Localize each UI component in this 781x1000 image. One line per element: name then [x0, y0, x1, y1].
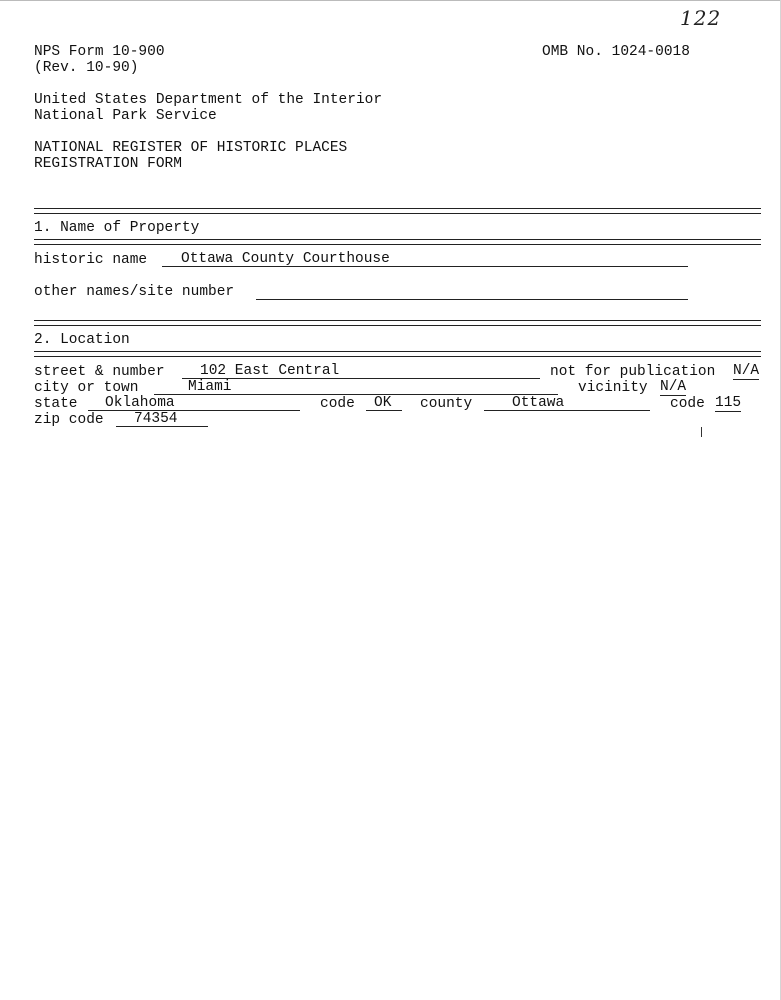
agency-name: National Park Service — [34, 108, 217, 124]
street-field[interactable]: 102 East Central — [182, 364, 540, 379]
form-title: REGISTRATION FORM — [34, 156, 182, 172]
historic-name-label: historic name — [34, 252, 148, 268]
other-names-label: other names/site number — [34, 284, 235, 300]
county-code-label: code — [670, 396, 705, 412]
state-code-label: code — [320, 396, 355, 412]
zip-field[interactable]: 74354 — [116, 412, 208, 427]
county-code-value[interactable]: 115 — [715, 395, 742, 411]
section-divider — [34, 320, 761, 326]
not-for-publication-value[interactable]: N/A — [733, 363, 760, 379]
other-names-field[interactable] — [256, 284, 688, 300]
section-2-heading: 2. Location — [34, 332, 130, 348]
zip-label: zip code — [34, 412, 104, 428]
register-title: NATIONAL REGISTER OF HISTORIC PLACES — [34, 140, 348, 156]
section-1-heading: 1. Name of Property — [34, 220, 200, 236]
city-label: city or town — [34, 380, 139, 396]
county-label: county — [420, 396, 473, 412]
department-name: United States Department of the Interior — [34, 92, 383, 108]
section-divider — [34, 208, 761, 214]
state-field[interactable]: Oklahoma — [88, 396, 300, 411]
county-field[interactable]: Ottawa — [484, 396, 650, 411]
handwritten-page-number: 122 — [680, 6, 722, 30]
vicinity-value[interactable]: N/A — [660, 379, 687, 395]
omb-number: OMB No. 1024-0018 — [542, 44, 690, 60]
section-divider — [34, 351, 761, 357]
historic-name-field[interactable]: Ottawa County Courthouse — [162, 252, 688, 267]
form-revision: (Rev. 10-90) — [34, 60, 139, 76]
stray-mark — [701, 427, 702, 437]
street-label: street & number — [34, 364, 165, 380]
state-label: state — [34, 396, 78, 412]
vicinity-label: vicinity — [578, 380, 648, 396]
not-for-publication-label: not for publication — [550, 364, 716, 380]
form-number: NPS Form 10-900 — [34, 44, 165, 60]
state-code-field[interactable]: OK — [366, 396, 402, 411]
section-divider — [34, 239, 761, 245]
page-edge-top — [0, 0, 781, 1]
city-field[interactable]: Miami — [154, 380, 558, 395]
